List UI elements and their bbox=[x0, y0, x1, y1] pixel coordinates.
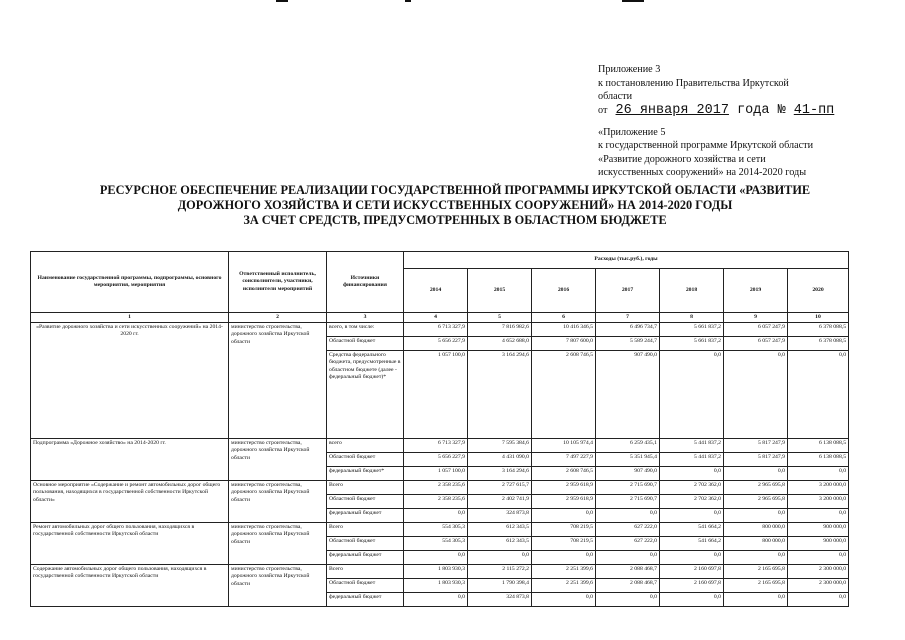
value-cell: 2 965 695,8 bbox=[724, 481, 788, 495]
value-cell: 612 343,5 bbox=[468, 537, 532, 551]
executor-cell: министерство строительства, дорожного хозяйства Иркутской области bbox=[229, 565, 327, 607]
source-cell: Всего bbox=[327, 565, 404, 579]
title-line: РЕСУРСНОЕ ОБЕСПЕЧЕНИЕ РЕАЛИЗАЦИИ ГОСУДАРСТВЕННОЙ ПРОГРАММЫ ИРКУТСКОЙ ОБЛАСТИ «РАЗВИТИЕ bbox=[99, 183, 811, 197]
value-cell: 2 251 399,6 bbox=[532, 579, 596, 593]
table-row bbox=[31, 323, 849, 337]
column-index: 4 bbox=[404, 313, 468, 323]
value-cell: 0,0 bbox=[724, 509, 788, 523]
value-cell: 800 000,0 bbox=[724, 537, 788, 551]
value-cell: 5 656 227,9 bbox=[404, 337, 468, 351]
source-cell: всего bbox=[327, 439, 404, 453]
value-cell: 2 088 468,7 bbox=[596, 579, 660, 593]
appendix-line: к постановлению Правительства Иркутской bbox=[598, 77, 789, 89]
value-cell: 0,0 bbox=[404, 551, 468, 565]
appendix-line: области bbox=[598, 91, 633, 102]
value-cell: 2 358 235,6 bbox=[404, 481, 468, 495]
value-cell: 7 595 384,6 bbox=[468, 439, 532, 453]
value-cell: 0,0 bbox=[660, 551, 724, 565]
source-cell: всего, в том числе: bbox=[327, 323, 404, 337]
value-cell: 0,0 bbox=[724, 467, 788, 481]
value-cell: 0,0 bbox=[724, 593, 788, 607]
program-name-cell: Ремонт автомобильных дорог общего пользования, находящихся в государственной собственности Иркутской области bbox=[31, 523, 229, 565]
value-cell: 541 664,2 bbox=[660, 537, 724, 551]
source-cell: Областной бюджет bbox=[327, 495, 404, 509]
title-line: ЗА СЧЕТ СРЕДСТВ, ПРЕДУСМОТРЕННЫХ В ОБЛАСТНОМ БЮДЖЕТЕ bbox=[243, 213, 667, 228]
column-index: 7 bbox=[596, 313, 660, 323]
header-year: 2016 bbox=[532, 269, 596, 313]
value-cell: 627 222,0 bbox=[596, 523, 660, 537]
value-cell: 0,0 bbox=[660, 351, 724, 439]
value-cell: 907 490,0 bbox=[596, 467, 660, 481]
value-cell: 2 115 272,2 bbox=[468, 565, 532, 579]
column-index: 1 bbox=[31, 313, 229, 323]
header-year: 2018 bbox=[660, 269, 724, 313]
column-index: 6 bbox=[532, 313, 596, 323]
value-cell: 554 305,3 bbox=[404, 523, 468, 537]
appendix-line: «Развитие дорожного хозяйства и сети bbox=[598, 153, 766, 165]
value-cell: 0,0 bbox=[788, 509, 849, 523]
value-cell: 900 000,0 bbox=[788, 537, 849, 551]
value-cell: 2 608 746,5 bbox=[532, 351, 596, 439]
date-prefix: от bbox=[598, 104, 608, 116]
resolution-number: 41-пп bbox=[793, 102, 835, 118]
value-cell: 2 160 697,8 bbox=[660, 565, 724, 579]
value-cell: 6 378 088,5 bbox=[788, 323, 849, 337]
value-cell: 2 608 746,5 bbox=[532, 467, 596, 481]
source-cell: Областной бюджет bbox=[327, 337, 404, 351]
value-cell: 6 057 247,9 bbox=[724, 337, 788, 351]
source-cell: Всего bbox=[327, 481, 404, 495]
value-cell: 907 490,0 bbox=[596, 351, 660, 439]
value-cell: 2 300 000,0 bbox=[788, 579, 849, 593]
value-cell: 900 000,0 bbox=[788, 523, 849, 537]
value-cell: 0,0 bbox=[788, 593, 849, 607]
source-cell: Средства федерального бюджета, предусмотренные в областном бюджете (далее - федеральный бюджет)* bbox=[327, 351, 404, 439]
value-cell: 0,0 bbox=[788, 467, 849, 481]
value-cell: 4 431 090,0 bbox=[468, 453, 532, 467]
source-cell: Областной бюджет bbox=[327, 453, 404, 467]
appendix-block bbox=[598, 63, 898, 180]
header-executor: Ответственный исполнитель, соисполнители, участники, исполнители мероприятий bbox=[229, 252, 327, 313]
value-cell: 6 138 088,5 bbox=[788, 453, 849, 467]
appendix-line: к государственной программе Иркутской области bbox=[598, 140, 814, 151]
value-cell: 0,0 bbox=[468, 551, 532, 565]
value-cell: 2 959 618,9 bbox=[532, 495, 596, 509]
resource-table bbox=[30, 251, 849, 607]
value-cell: 3 200 000,0 bbox=[788, 495, 849, 509]
value-cell: 554 305,3 bbox=[404, 537, 468, 551]
value-cell: 0,0 bbox=[788, 551, 849, 565]
value-cell: 800 000,0 bbox=[724, 523, 788, 537]
value-cell: 708 219,5 bbox=[532, 523, 596, 537]
value-cell: 2 358 235,6 bbox=[404, 495, 468, 509]
executor-cell: министерство строительства, дорожного хозяйства Иркутской области bbox=[229, 323, 327, 439]
value-cell: 5 351 945,4 bbox=[596, 453, 660, 467]
value-cell: 5 817 247,9 bbox=[724, 439, 788, 453]
value-cell: 1 057 100,0 bbox=[404, 467, 468, 481]
value-cell: 5 441 837,2 bbox=[660, 453, 724, 467]
value-cell: 324 873,8 bbox=[468, 509, 532, 523]
header-expenses: Расходы (тыс.руб.), годы bbox=[404, 252, 849, 269]
header-source: Источники финансирования bbox=[327, 252, 404, 313]
value-cell: 6 138 088,5 bbox=[788, 439, 849, 453]
value-cell: 2 251 399,6 bbox=[532, 565, 596, 579]
value-cell: 7 807 600,0 bbox=[532, 337, 596, 351]
column-index: 2 bbox=[229, 313, 327, 323]
value-cell: 2 965 695,8 bbox=[724, 495, 788, 509]
value-cell: 5 441 837,2 bbox=[660, 439, 724, 453]
value-cell: 6 057 247,9 bbox=[724, 323, 788, 337]
column-index-row bbox=[31, 313, 849, 323]
value-cell: 0,0 bbox=[660, 593, 724, 607]
column-index: 9 bbox=[724, 313, 788, 323]
value-cell: 6 496 734,7 bbox=[596, 323, 660, 337]
column-index: 3 bbox=[327, 313, 404, 323]
value-cell: 0,0 bbox=[724, 351, 788, 439]
value-cell: 6 713 327,9 bbox=[404, 439, 468, 453]
header-year: 2017 bbox=[596, 269, 660, 313]
value-cell: 1 803 930,3 bbox=[404, 579, 468, 593]
value-cell: 7 497 227,9 bbox=[532, 453, 596, 467]
value-cell: 5 661 837,2 bbox=[660, 337, 724, 351]
value-cell: 0,0 bbox=[724, 551, 788, 565]
value-cell: 0,0 bbox=[532, 509, 596, 523]
source-cell: Всего bbox=[327, 523, 404, 537]
value-cell: 2 165 695,8 bbox=[724, 565, 788, 579]
value-cell: 10 416 346,5 bbox=[532, 323, 596, 337]
value-cell: 0,0 bbox=[660, 467, 724, 481]
value-cell: 1 057 100,0 bbox=[404, 351, 468, 439]
value-cell: 0,0 bbox=[532, 551, 596, 565]
value-cell: 0,0 bbox=[596, 509, 660, 523]
value-cell: 2 165 695,8 bbox=[724, 579, 788, 593]
value-cell: 3 164 294,6 bbox=[468, 351, 532, 439]
table-row bbox=[31, 523, 849, 537]
source-cell: федеральный бюджет bbox=[327, 551, 404, 565]
table-row bbox=[31, 481, 849, 495]
date-mid: года № bbox=[737, 102, 786, 118]
value-cell: 2 402 741,9 bbox=[468, 495, 532, 509]
value-cell: 0,0 bbox=[404, 593, 468, 607]
column-index: 5 bbox=[468, 313, 532, 323]
value-cell: 2 715 690,7 bbox=[596, 495, 660, 509]
executor-cell: министерство строительства, дорожного хозяйства Иркутской области bbox=[229, 481, 327, 523]
appendix-line: искусственных сооружений» на 2014-2020 годы bbox=[598, 167, 807, 178]
value-cell: 4 652 688,0 bbox=[468, 337, 532, 351]
scan-mark bbox=[622, 0, 644, 2]
date-value: 26 января 2017 bbox=[615, 102, 729, 118]
value-cell: 2 160 697,8 bbox=[660, 579, 724, 593]
value-cell: 3 164 294,6 bbox=[468, 467, 532, 481]
value-cell: 6 378 088,5 bbox=[788, 337, 849, 351]
resolution-date-line bbox=[598, 103, 898, 119]
value-cell: 2 300 000,0 bbox=[788, 565, 849, 579]
source-cell: Областной бюджет bbox=[327, 579, 404, 593]
value-cell: 6 259 435,1 bbox=[596, 439, 660, 453]
header-name: Наименование государственной программы, подпрограммы, основного мероприятия, мероприятия bbox=[31, 252, 229, 313]
source-cell: федеральный бюджет bbox=[327, 509, 404, 523]
program-name-cell: «Развитие дорожного хозяйства и сети искусственных сооружений» на 2014-2020 гг. bbox=[31, 323, 229, 439]
executor-cell: министерство строительства, дорожного хозяйства Иркутской области bbox=[229, 523, 327, 565]
scan-mark bbox=[276, 0, 288, 2]
program-name-cell: Основное мероприятие «Содержание и ремонт автомобильных дорог общего пользования, находящихся в государственной собственности Иркутской области» bbox=[31, 481, 229, 523]
value-cell: 7 816 982,6 bbox=[468, 323, 532, 337]
appendix-line: Приложение 3 bbox=[598, 64, 661, 75]
header-year: 2020 bbox=[788, 269, 849, 313]
value-cell: 2 959 618,9 bbox=[532, 481, 596, 495]
table-row bbox=[31, 439, 849, 453]
value-cell: 0,0 bbox=[404, 509, 468, 523]
source-cell: Областной бюджет bbox=[327, 537, 404, 551]
value-cell: 5 589 244,7 bbox=[596, 337, 660, 351]
value-cell: 0,0 bbox=[532, 593, 596, 607]
value-cell: 612 343,5 bbox=[468, 523, 532, 537]
program-name-cell: Содержание автомобильных дорог общего пользования, находящихся в государственной собственности Иркутской области bbox=[31, 565, 229, 607]
value-cell: 2 702 362,0 bbox=[660, 481, 724, 495]
source-cell: федеральный бюджет bbox=[327, 593, 404, 607]
value-cell: 0,0 bbox=[596, 593, 660, 607]
value-cell: 5 656 227,9 bbox=[404, 453, 468, 467]
column-index: 10 bbox=[788, 313, 849, 323]
table-row bbox=[31, 565, 849, 579]
value-cell: 1 803 930,3 bbox=[404, 565, 468, 579]
value-cell: 324 873,8 bbox=[468, 593, 532, 607]
value-cell: 0,0 bbox=[596, 551, 660, 565]
source-cell: федеральный бюджет* bbox=[327, 467, 404, 481]
value-cell: 5 661 837,2 bbox=[660, 323, 724, 337]
column-index: 8 bbox=[660, 313, 724, 323]
header-year: 2015 bbox=[468, 269, 532, 313]
title-line: ДОРОЖНОГО ХОЗЯЙСТВА И СЕТИ ИСКУССТВЕННЫХ СООРУЖЕНИЙ» НА 2014-2020 ГОДЫ bbox=[177, 198, 733, 213]
value-cell: 0,0 bbox=[788, 351, 849, 439]
value-cell: 2 702 362,0 bbox=[660, 495, 724, 509]
value-cell: 0,0 bbox=[660, 509, 724, 523]
value-cell: 627 222,0 bbox=[596, 537, 660, 551]
appendix-line: «Приложение 5 bbox=[598, 126, 666, 138]
value-cell: 2 715 690,7 bbox=[596, 481, 660, 495]
value-cell: 1 790 398,4 bbox=[468, 579, 532, 593]
value-cell: 2 727 615,7 bbox=[468, 481, 532, 495]
header-year: 2014 bbox=[404, 269, 468, 313]
value-cell: 5 817 247,9 bbox=[724, 453, 788, 467]
value-cell: 6 713 327,9 bbox=[404, 323, 468, 337]
value-cell: 541 664,2 bbox=[660, 523, 724, 537]
value-cell: 2 088 468,7 bbox=[596, 565, 660, 579]
executor-cell: министерство строительства, дорожного хозяйства Иркутской области bbox=[229, 439, 327, 481]
document-title bbox=[40, 183, 870, 229]
header-year: 2019 bbox=[724, 269, 788, 313]
scan-mark bbox=[405, 0, 411, 2]
value-cell: 3 200 000,0 bbox=[788, 481, 849, 495]
value-cell: 708 219,5 bbox=[532, 537, 596, 551]
program-name-cell: Подпрограмма «Дорожное хозяйство» на 2014-2020 гг. bbox=[31, 439, 229, 481]
value-cell: 10 105 974,4 bbox=[532, 439, 596, 453]
